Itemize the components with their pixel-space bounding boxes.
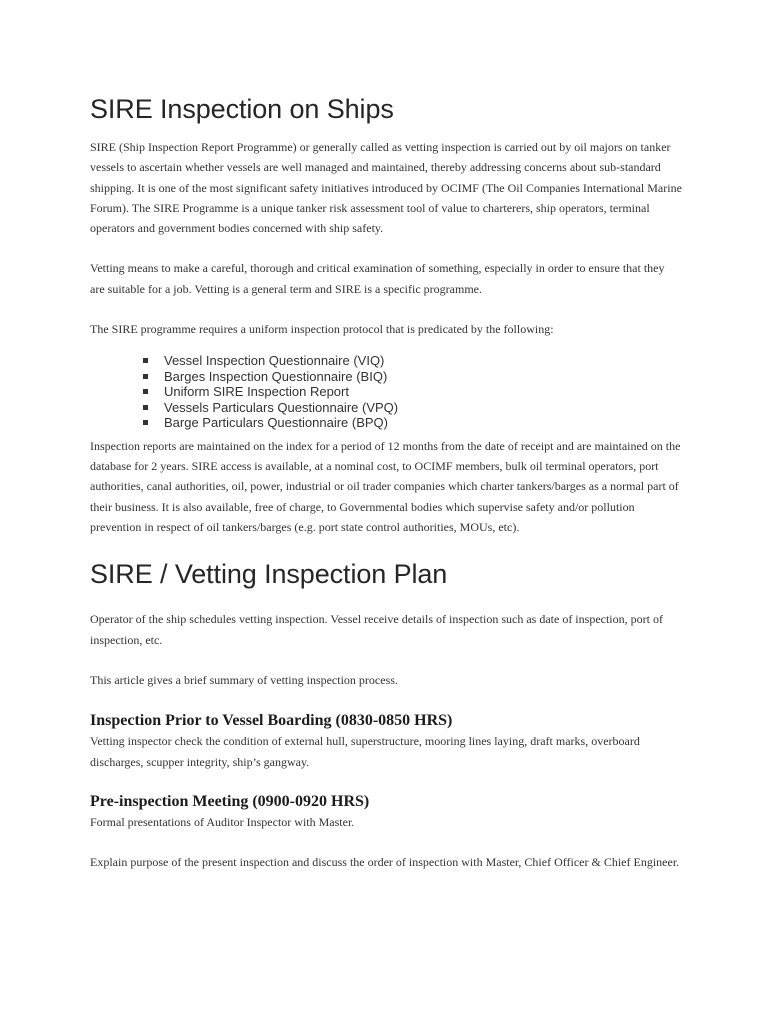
paragraph-vetting-definition: Vetting means to make a careful, thorough and critical examination of something, especially in order to ensure that they are suitable for a job. Vetting is a general term and SIRE is a specific programme. bbox=[90, 261, 665, 296]
document-page bbox=[90, 92, 682, 872]
section-title-sire-inspection: SIRE Inspection on Ships bbox=[90, 94, 394, 124]
subsection-title-prior-boarding: Inspection Prior to Vessel Boarding (0830-0850 HRS) bbox=[90, 712, 453, 730]
paragraph-formal-presentations: Formal presentations of Auditor Inspector with Master. bbox=[90, 814, 355, 829]
section-title-vetting-plan: SIRE / Vetting Inspection Plan bbox=[90, 559, 448, 590]
subsection-title-pre-inspection-meeting: Pre-inspection Meeting (0900-0920 HRS) bbox=[90, 792, 370, 810]
questionnaire-list bbox=[90, 353, 682, 431]
paragraph-sire-intro: SIRE (Ship Inspection Report Programme) or generally called as vetting inspection is carried out by oil majors on tanker vessels to ascertain whether vessels are well managed and maintained, thereby addressing concerns about sub-standard shipping. It is one of the most significant safety initiatives introduced by OCIMF (The Oil Companies International Marine Forum). The SIRE Programme is a unique tanker risk assessment tool of value to charterers, ship operators, terminal operators and government bodies concerned with ship safety. bbox=[90, 140, 682, 236]
paragraph-article-summary: This article gives a brief summary of vetting inspection process. bbox=[90, 672, 398, 687]
paragraph-report-maintenance: Inspection reports are maintained on the index for a period of 12 months from the date of receipt and are maintained on the database for 2 years. SIRE access is available, at a nominal cost, to OCIMF members, bulk oil terminal operators, port authorities, canal authorities, oil, power, industrial or oil trader companies which charter tankers/barges as a normal part of their business. It is also available, free of charge, to Governmental bodies which supervise safety and/or pollution prevention in respect of oil tankers/barges (e.g. port state control authorities, MOUs, etc). bbox=[90, 438, 681, 535]
list-item: Vessel Inspection Questionnaire (VIQ) bbox=[143, 353, 682, 369]
list-item: Barges Inspection Questionnaire (BIQ) bbox=[143, 369, 682, 385]
paragraph-external-check: Vetting inspector check the condition of external hull, superstructure, mooring lines laying, draft marks, overboard discharges, scupper integrity, ship’s gangway. bbox=[90, 734, 640, 769]
list-item: Barge Particulars Questionnaire (BPQ) bbox=[143, 415, 682, 431]
paragraph-operator-schedule: Operator of the ship schedules vetting inspection. Vessel receive details of inspection such as date of inspection, port of inspection, etc. bbox=[90, 612, 663, 647]
list-item: Vessels Particulars Questionnaire (VPQ) bbox=[143, 400, 682, 416]
paragraph-protocol-intro: The SIRE programme requires a uniform inspection protocol that is predicated by the following: bbox=[90, 322, 554, 337]
list-item: Uniform SIRE Inspection Report bbox=[143, 384, 682, 400]
paragraph-explain-purpose: Explain purpose of the present inspection and discuss the order of inspection with Master, Chief Officer & Chief Engineer. bbox=[90, 855, 680, 870]
